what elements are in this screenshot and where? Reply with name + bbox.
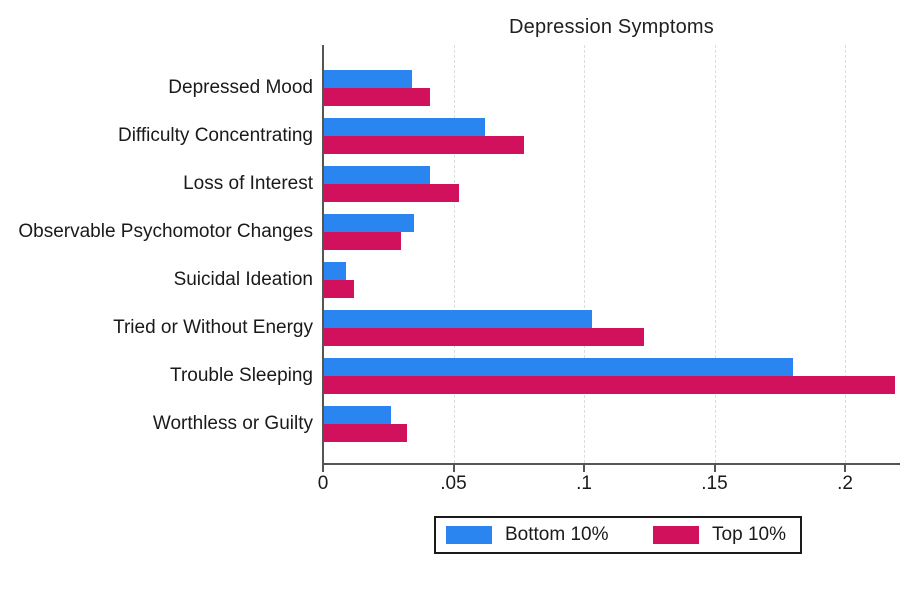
x-axis-line <box>322 463 900 465</box>
bar-bottom10 <box>323 358 793 376</box>
bar-top10 <box>323 280 354 298</box>
bar-bottom10 <box>323 70 412 88</box>
x-tick-.15 <box>714 465 716 472</box>
category-label: Worthless or Guilty <box>152 413 313 434</box>
legend-label-top10: Top 10% <box>712 524 786 545</box>
category-label: Tried or Without Energy <box>113 317 313 338</box>
legend-entry-bottom10 <box>446 524 609 546</box>
gridline-.15 <box>715 45 716 463</box>
category-label: Loss of Interest <box>183 173 313 194</box>
bar-top10 <box>323 184 459 202</box>
bar-top10 <box>323 424 407 442</box>
x-tick-label-.15: .15 <box>701 473 728 494</box>
legend-swatch-top10 <box>653 526 699 544</box>
x-tick-0 <box>322 465 324 472</box>
category-label: Observable Psychomotor Changes <box>18 221 313 242</box>
x-tick-label-0: 0 <box>317 473 329 494</box>
x-tick-.2 <box>844 465 846 472</box>
x-tick-.1 <box>583 465 585 472</box>
legend <box>434 516 802 554</box>
bar-bottom10 <box>323 214 414 232</box>
y-axis-line <box>322 45 324 465</box>
bar-bottom10 <box>323 166 430 184</box>
bar-top10 <box>323 136 524 154</box>
category-label: Suicidal Ideation <box>173 269 313 290</box>
bar-top10 <box>323 88 430 106</box>
x-tick-label-.1: .1 <box>576 473 592 494</box>
category-label: Difficulty Concentrating <box>117 125 313 146</box>
bar-top10 <box>323 328 644 346</box>
category-label: Depressed Mood <box>168 77 313 98</box>
x-tick-.05 <box>453 465 455 472</box>
legend-label-bottom10: Bottom 10% <box>505 524 609 545</box>
legend-entry-top10 <box>653 524 786 546</box>
bar-bottom10 <box>323 118 485 136</box>
legend-swatch-bottom10 <box>446 526 492 544</box>
category-label: Trouble Sleeping <box>170 365 313 386</box>
bar-top10 <box>323 376 895 394</box>
bar-bottom10 <box>323 406 391 424</box>
bar-bottom10 <box>323 262 346 280</box>
gridline-.05 <box>454 45 455 463</box>
x-tick-label-.2: .2 <box>837 473 853 494</box>
bar-top10 <box>323 232 401 250</box>
chart-title: Depression Symptoms <box>509 16 714 38</box>
bar-bottom10 <box>323 310 592 328</box>
gridline-.1 <box>584 45 585 463</box>
x-tick-label-.05: .05 <box>440 473 467 494</box>
gridline-.2 <box>845 45 846 463</box>
